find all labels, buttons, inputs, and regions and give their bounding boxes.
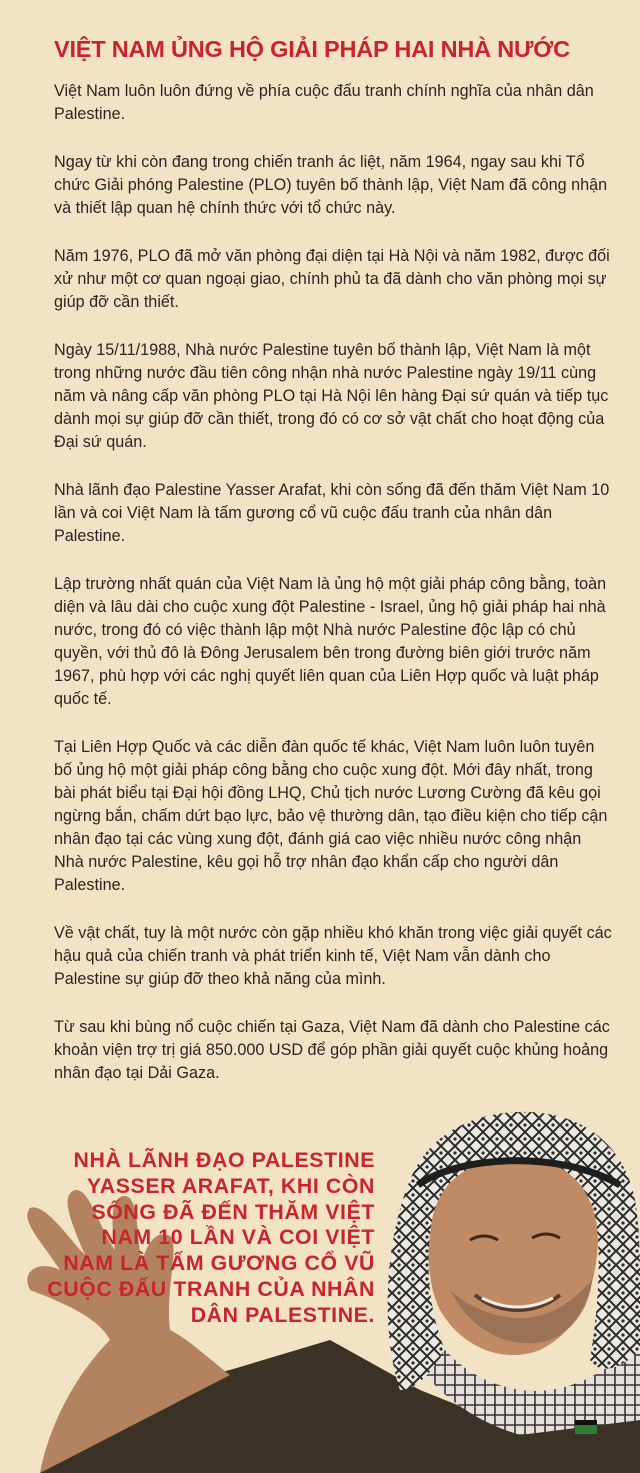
- pull-quote: NHÀ LÃNH ĐẠO PALESTINE YASSER ARAFAT, KHI CÒN SỐNG ĐÃ ĐẾN THĂM VIỆT NAM 10 LẦN VÀ COI VIỆT NAM LÀ TẤM GƯƠNG CỔ VŨ CUỘC ĐẤU TRANH CỦA NHÂN DÂN PALESTINE.: [47, 1148, 375, 1327]
- article-body: [54, 80, 614, 1110]
- paragraph: Ngay từ khi còn đang trong chiến tranh ác liệt, năm 1964, ngay sau khi Tổ chức Giải phóng Palestine (PLO) tuyên bố thành lập, Việt Nam đã công nhận và thiết lập quan hệ chính thức với tổ chức này.: [54, 153, 608, 217]
- quote-section: [0, 1090, 640, 1473]
- paragraph: Nhà lãnh đạo Palestine Yasser Arafat, khi còn sống đã đến thăm Việt Nam 10 lần và coi Việt Nam là tấm gương cổ vũ cuộc đấu tranh của nhân dân Palestine.: [54, 481, 610, 545]
- paragraph: Năm 1976, PLO đã mở văn phòng đại diện tại Hà Nội và năm 1982, được đối xử như một cơ quan ngoại giao, chính phủ ta đã dành cho văn phòng mọi sự giúp đỡ cần thiết.: [54, 247, 610, 311]
- paragraph: Ngày 15/11/1988, Nhà nước Palestine tuyên bố thành lập, Việt Nam là một trong những nước đầu tiên công nhận nhà nước Palestine ngày 19/11 cùng năm và nâng cấp văn phòng PLO tại Hà Nội lên hàng Đại sứ quán và tiếp tục dành mọi sự giúp đỡ cần thiết, trong đó có cơ sở vật chất cho hoạt động của Đại sứ quán.: [54, 341, 609, 451]
- paragraph: Từ sau khi bùng nổ cuộc chiến tại Gaza, Việt Nam đã dành cho Palestine các khoản viện trợ trị giá 850.000 USD để góp phần giải quyết cuộc khủng hoảng nhân đạo tại Dải Gaza.: [54, 1018, 610, 1082]
- paragraph: Về vật chất, tuy là một nước còn gặp nhiều khó khăn trong việc giải quyết các hậu quả của chiến tranh và phát triển kinh tế, Việt Nam vẫn dành cho Palestine sự giúp đỡ theo khả năng của mình.: [54, 924, 612, 988]
- article-heading: VIỆT NAM ỦNG HỘ GIẢI PHÁP HAI NHÀ NƯỚC: [54, 36, 570, 62]
- paragraph: Việt Nam luôn luôn đứng về phía cuộc đấu tranh chính nghĩa của nhân dân Palestine.: [54, 82, 594, 123]
- paragraph: Lập trường nhất quán của Việt Nam là ủng hộ một giải pháp công bằng, toàn diện và lâu dài cho cuộc xung đột Palestine - Israel, ủng hộ giải pháp hai nhà nước, trong đó có việc thành lập một Nhà nước Palestine độc lập có chủ quyền, với thủ đô là Đông Jerusalem bên trong đường biên giới trước năm 1967, phù hợp với các nghị quyết liên quan của Liên Hợp quốc và luật pháp quốc tế.: [54, 575, 607, 708]
- paragraph: Tại Liên Hợp Quốc và các diễn đàn quốc tế khác, Việt Nam luôn luôn tuyên bố ủng hộ một giải pháp công bằng cho cuộc xung đột. Mới đây nhất, trong bài phát biểu tại Đại hội đồng LHQ, Chủ tịch nước Lương Cường đã kêu gọi ngừng bắn, chấm dứt bạo lực, bảo vệ thường dân, tạo điều kiện cho tiếp cận nhân đạo tại các vùng xung đột, đánh giá cao việc nhiều nước công nhận Nhà nước Palestine, kêu gọi hỗ trợ nhân đạo khẩn cấp cho người dân Palestine.: [54, 738, 608, 894]
